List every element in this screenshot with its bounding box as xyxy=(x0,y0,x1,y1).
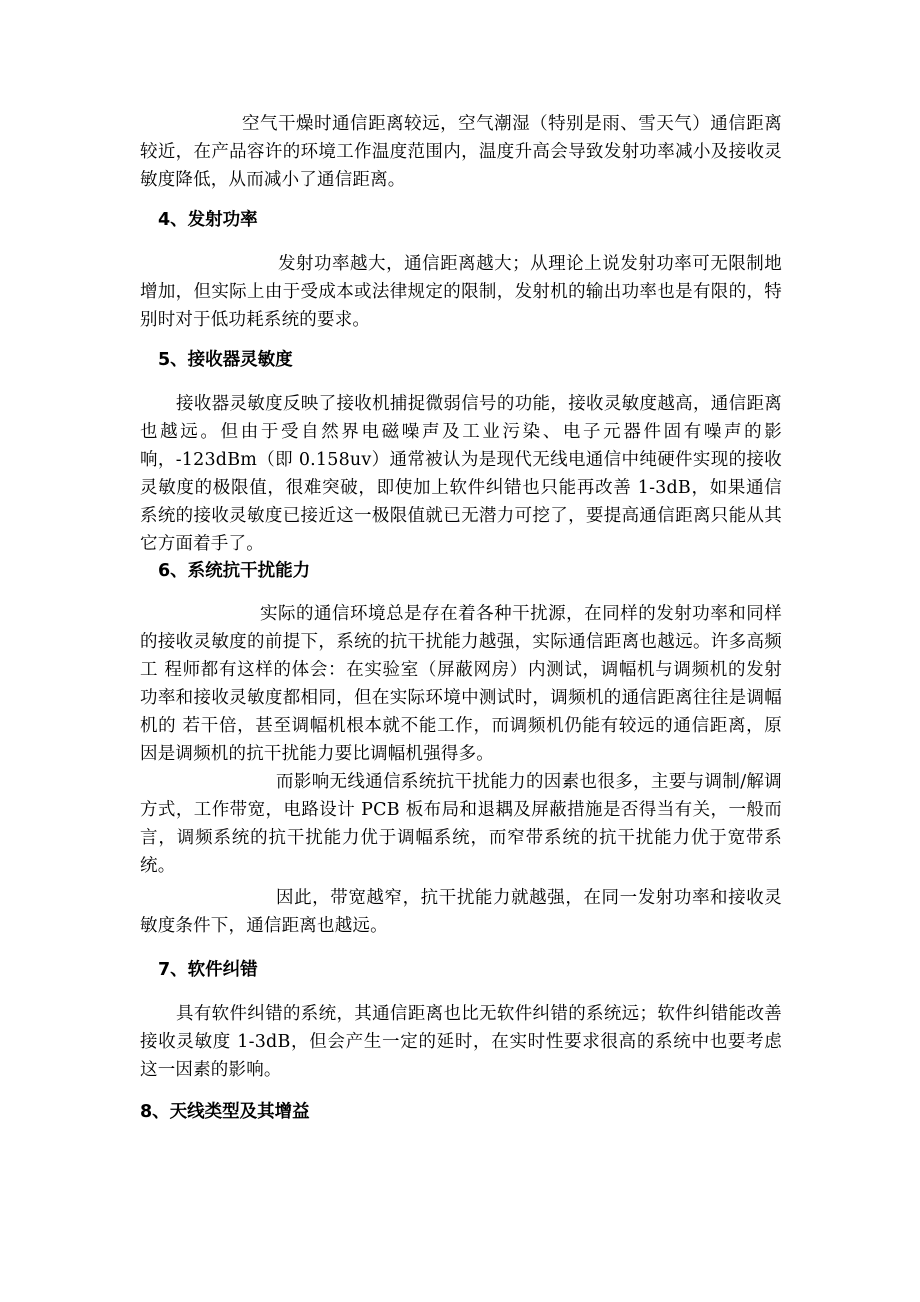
paragraph-software-error-correction: 具有软件纠错的系统，其通信距离也比无软件纠错的系统远；软件纠错能改善接收灵敏度 1-3dB，但会产生一定的延时，在实时性要求很高的系统中也要考虑这一因素的影响。 xyxy=(140,1004,782,1080)
paragraph-anti-interference-2: 而影响无线通信系统抗干扰能力的因素也很多，主要与调制/解调方式，工作带宽，电路设计 PCB 板布局和退耦及屏蔽措施是否得当有关，一般而言，调频系统的抗干扰能力优于调幅系统，而窄带系统的抗干扰能力优于宽带系统。 xyxy=(140,772,782,876)
heading-software-error-correction: 7、软件纠错 xyxy=(158,960,258,980)
paragraph-transmit-power: 发射功率越大，通信距离越大；从理论上说发射功率可无限制地增加，但实际上由于受成本或法律规定的限制，发射机的输出功率也是有限的，特别时对于低功耗系统的要求。 xyxy=(140,254,782,330)
heading-receiver-sensitivity: 5、接收器灵敏度 xyxy=(158,350,293,370)
heading-anti-interference: 6、系统抗干扰能力 xyxy=(158,561,311,581)
paragraph-anti-interference-1: 实际的通信环境总是存在着各种干扰源，在同样的发射功率和同样的接收灵敏度的前提下，系统的抗干扰能力越强，实际通信距离也越远。许多高频工 程师都有这样的体会：在实验室（屏蔽网房）内测试，调幅机与调频机的发射功率和接收灵敏度都相同，但在实际环境中测试时，调频机的通信距离往往是调幅机的 若干倍，甚至调幅机根本就不能工作，而调频机仍能有较远的通信距离，原因是调频机的抗干扰能力要比调幅机强得多。 xyxy=(140,604,782,764)
heading-antenna-type-gain: 8、天线类型及其增益 xyxy=(140,1102,310,1122)
paragraph-humidity: 空气干燥时通信距离较远，空气潮湿（特别是雨、雪天气）通信距离较近，在产品容许的环境工作温度范围内，温度升高会导致发射功率减小及接收灵敏度降低，从而减小了通信距离。 xyxy=(140,114,782,190)
heading-transmit-power: 4、发射功率 xyxy=(158,210,258,230)
paragraph-receiver-sensitivity: 接收器灵敏度反映了接收机捕捉微弱信号的功能，接收灵敏度越高，通信距离也越远。但由于受自然界电磁噪声及工业污染、电子元器件固有噪声的影 响，-123dBm（即 0.158uv）通常被认为是现代无线电通信中纯硬件实现的接收灵敏度的极限值，很难突破，即使加上软件纠错也只能再改善 1-3dB，如果通信系统的接收灵敏度已接近这一极限值就已无潜力可挖了，要提高通信距离只能从其它方面着手了。 xyxy=(140,394,782,554)
paragraph-anti-interference-3: 因此，带宽越窄，抗干扰能力就越强，在同一发射功率和接收灵敏度条件下，通信距离也越远。 xyxy=(140,888,782,936)
